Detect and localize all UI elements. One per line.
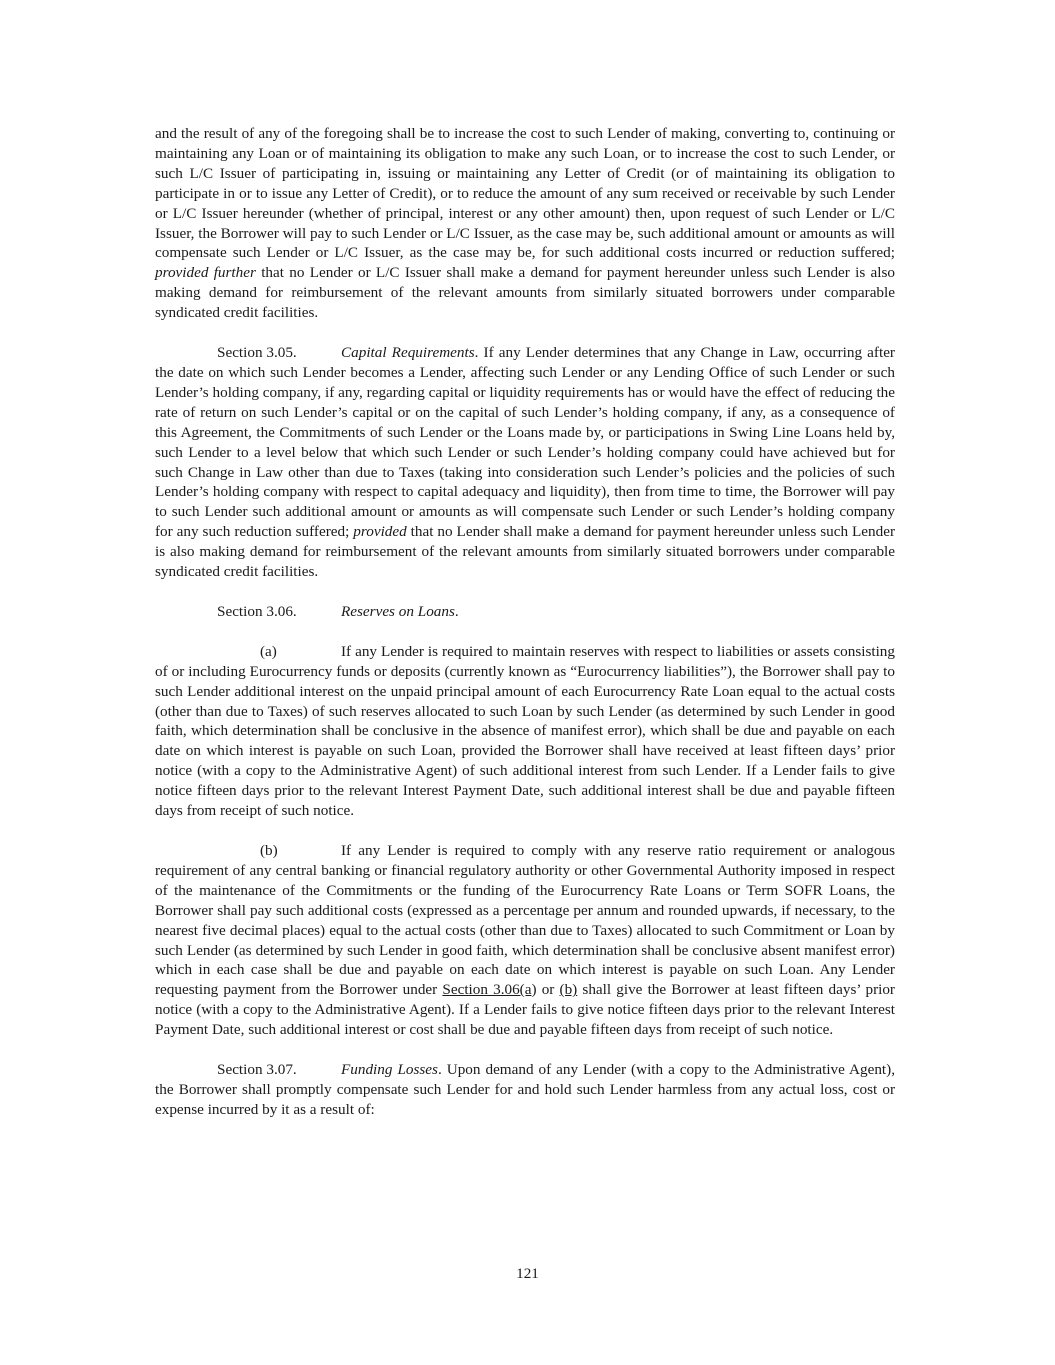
section-3-07-number: Section 3.07. [217, 1061, 297, 1079]
section-3-07-text: Upon demand of any Lender (with a copy to the Administrative Agent), the Borrower shall promptly compensate such Lender for and hold such Lender harmless from any actual loss, cost or expense incurred by it as a result of: [155, 1061, 895, 1118]
section-3-06-b-text-2: shall give the Borrower at least fifteen days’ prior notice (with a copy to the Administrative Agent). If a Lender fails to give notice fifteen days prior to the relevant Interest Payment Date, such additional interest or cost shall be due and payable fifteen days from receipt of such notice. [155, 981, 895, 1039]
section-3-06-title-period: . [454, 602, 459, 620]
section-3-05-text-2: that no Lender shall make a demand for payment hereunder unless such Lender is also making demand for reimbursement of the relevant amounts from similarly situated borrowers under comparable syndicated credit facilities. [155, 523, 895, 581]
cross-reference-b: (b) [559, 981, 578, 999]
section-3-07 [155, 1060, 895, 1120]
section-3-05-title: Capital Requirements [341, 344, 475, 362]
cross-reference-3-06-a: Section 3.06(a [442, 981, 532, 999]
section-3-06-b [155, 841, 895, 1040]
section-3-06-b-label: (b) [260, 842, 278, 859]
section-3-06-title: Reserves on Loans [341, 602, 455, 620]
section-3-07-title-period: . [437, 1061, 442, 1079]
section-3-05-number: Section 3.05. [217, 344, 297, 362]
page-body [155, 124, 895, 1140]
continuation-text-2: that no Lender or L/C Issuer shall make a demand for payment hereunder unless such Lender is also making demand for reimbursement of the relevant amounts from similarly situated borrowers under comparable syndicated credit facilities. [155, 264, 895, 322]
section-3-06-heading [155, 602, 895, 622]
section-3-05-emphasis: provided [353, 523, 407, 541]
section-3-06-a-label: (a) [260, 642, 277, 660]
section-3-05 [155, 343, 895, 582]
section-3-06-a [155, 642, 895, 821]
section-3-06-b-text-1: If any Lender is required to comply with any reserve ratio requirement or analogous requirement of any central banking or financial regulatory authority or other Governmental Authority imposed in respect of the maintenance of the Commitments or the funding of the Eurocurrency Rate Loans or Term SOFR Loans, the Borrower shall pay such additional costs (expressed as a percentage per annum and rounded upwards, if necessary, to the nearest five decimal places) equal to the actual costs (other than due to Taxes) allocated to such Commitment or Loan by such Lender (as determined by such Lender in good faith, which determination shall be conclusive absent manifest error) which in each case shall be due and payable on each date on which interest is payable on such Loan. Any Lender requesting payment from the Borrower under [155, 842, 895, 999]
cross-reference-or: or [536, 981, 560, 999]
section-3-06-a-text: If any Lender is required to maintain reserves with respect to liabilities or assets consisting of or including Eurocurrency funds or deposits (currently known as “Eurocurrency liabilities”), the Borrower shall pay to such Lender additional interest on the unpaid principal amount of each Eurocurrency Rate Loan equal to the actual costs (other than due to Taxes) of such reserves allocated to such Loan by such Lender (as determined by such Lender in good faith, which determination shall be conclusive in the absence of manifest error), which shall be due and payable on each date on which interest is payable on such Loan, provided the Borrower shall have received at least fifteen days’ prior notice (with a copy to the Administrative Agent) of such additional interest from such Lender. If a Lender fails to give notice fifteen days prior to the relevant Interest Payment Date, such additional interest shall be due and payable fifteen days from receipt of such notice. [155, 642, 895, 820]
continuation-paragraph [155, 124, 895, 323]
continuation-emphasis: provided further [155, 264, 256, 282]
page-number: 121 [516, 1265, 539, 1282]
section-3-05-title-period: . [474, 344, 479, 362]
section-3-07-title: Funding Losses [341, 1061, 438, 1079]
cross-reference-close: ) [531, 981, 537, 999]
section-3-05-text-1: If any Lender determines that any Change in Law, occurring after the date on which such Lender becomes a Lender, affecting such Lender or any Lending Office of such Lender or such Lender’s holding company, if any, regarding capital or liquidity requirements has or would have the effect of reducing the rate of return on such Lender’s capital or on the capital of such Lender’s holding company, if any, as a consequence of this Agreement, the Commitments of such Lender or the Loans made by, or participations in Swing Line Loans held by, such Lender to a level below that which such Lender or such Lender’s holding company could have achieved but for such Change in Law other than due to Taxes (taking into consideration such Lender’s policies and the policies of such Lender’s holding company with respect to capital adequacy and liquidity), then from time to time, the Borrower will pay to such Lender such additional amount or amounts as will compensate such Lender or such Lender’s holding company for any such reduction suffered; [155, 344, 895, 541]
section-3-06-number: Section 3.06. [217, 602, 297, 620]
continuation-text-1: and the result of any of the foregoing shall be to increase the cost to such Lender of making, converting to, continuing or maintaining any Loan or of maintaining its obligation to make any such Loan, or to increase the cost to such Lender, or such L/C Issuer of participating in, issuing or maintaining any Letter of Credit (or of maintaining its obligation to participate in or to issue any Letter of Credit), or to reduce the amount of any sum received or receivable by such Lender or L/C Issuer hereunder (whether of principal, interest or any other amount) then, upon request of such Lender or L/C Issuer, the Borrower will pay to such Lender or L/C Issuer, as the case may be, such additional amount or amounts as will compensate such Lender or L/C Issuer, as the case may be, for such additional costs incurred or reduction suffered; [155, 125, 895, 262]
